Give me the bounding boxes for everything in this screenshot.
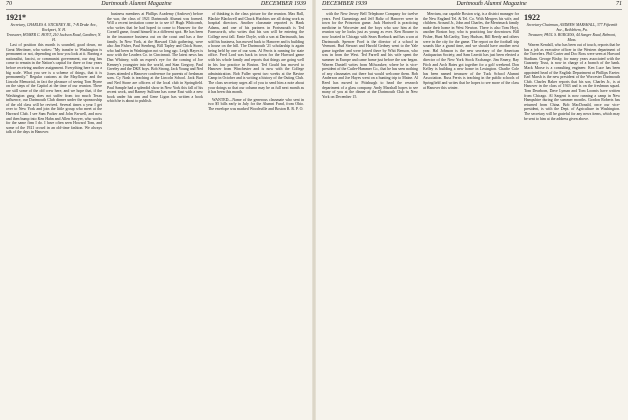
left-col-2: [107, 12, 203, 135]
wanted-notice: WANTED—Name of the generous classmate who sent in two $5 bills early in July for the Alumni Fund, from Ohio. The envelope was marked Woodsville and Boston R. R. P. O.: [208, 97, 304, 111]
left-page: [6, 0, 306, 420]
right-col-2: [423, 12, 519, 121]
class-notes-1922: Warren Kendall, who has been out of touch, reports that he has a job as executive officer in the Western department of the Travelers. Phil Carter and Doc Ross were seen at Harvard Stadium. George Bixby, for many years associated with the Guaranty Trust, is now in charge of a branch of the bank. Mack Morse is a consulting engineer. Ken Luce has been appointed head of the English Department at Phillips Exeter. Earl Marsh is the new president of the Worcester Dartmouth Club. Charles Baker reports that his son, Charles Jr., is at Hanover in the class of 1943 and is on the freshman squad. Tom Dearborn, Dave Lyman and Tom Loomis have written from Chicago. Al Sargent is now running a camp in New Hampshire during the summer months. Gordon Roberts has returned from China. Bob MacDonald, once our vice-president, is with the Dept. of Agriculture in Washington. The secretary will be grateful for any news items, which may be sent to him at the address given above.: [524, 43, 620, 121]
left-col-3: [208, 12, 304, 135]
left-running-head: [6, 0, 306, 10]
class-notes-1921-part2: business members at Phillips Academy (Andover) before the war, the class of 1921 Dartmouth Alumni was formed. Will a recent invitation come in to see it? Hugh Whitcomb, who writes that he had hoped to come to Hanover for the Cornell game, found himself in a different spot. He has been in the insurance business out on the coast and has a fine family. In New York, at the Harvard Club gathering, were also Jim Fisher, Paul Stenberg, Bill Tapley and Chick Stone, who had been in Washington not so long ago. Leigh Hayes is now with the Leaders Co. in Cincinnati. The latest news has Dan Whitney, with an expert's eye for the coming of Joe Kenney's youngster into the world, and Stan Gregory, Paul Greeley and the DKE boys. Bob Strong, Jack Young and Ned Jones attended a Hanover conference for parents of freshman sons. Cy Nash is teaching at the Lincoln School. Jack Burt and Ned Stone are officers of the local club in Springfield. Paul Sample had a splendid show in New York this fall of his recent work, and Barney Sullivan has come East with a new book under his arm and Gene Ligon has written a book which he is about to publish.: [107, 12, 203, 104]
class-notes-1921-part3: of thinking is the class picture for the reunion. Max Ball, Blackie Blackwell and Chuck Hutchins are all doing work as hospital directors. Another classmate reported is Hank Adams, and one of his partners in Portsmouth is Ted Farnsworth, who writes that his son will be entering the College next fall. Ernie Doyle, with a son at Dartmouth, has sold his business, has moved back to Hanover and is building a house on the hill. The Dartmouth '21 scholarship is again being held by one of our sons. Al Ferris is running for state office. Fred Lord was back in town for the Harvard game with his whole family and reports that things are going well in his law practice in Boston. Ted Gould has moved to Hanover from Winchester and is now with the College administration. Bob Fuller spent two weeks at the Ravine Camp in October and is writing a history of the Outing Club. The class secretary urges all of you to send him a note about your doings so that our column may be as full next month as it has been this month.: [208, 12, 304, 95]
left-magazine-title: Dartmouth Alumni Magazine: [101, 1, 172, 7]
right-page: [322, 0, 622, 420]
left-issue-date: DECEMBER 1939: [260, 1, 306, 7]
class-notes-1921-part1: Last of position this month is sounded, goad down, no Great Mertimer, who writes: "My transfer to Washington is permanent or not, depending on how you look at it. Barring a nationalist, fascist, or communist government, our ring has come to remain in the Nation's capital for three or four years before receiving another assignment. Everything here is on a big scale. What you see is a scheme of things, that it is permanently." Regular customs at the Mayflower and the Lincoln Memorial, in fact the pleasure of seeing Tom Byrne on the steps of the Capitol at the time of our reunion. There are still some of the old crew here, and we hope that, if the Washington gang does not suffer from too much Texas influence, our Dartmouth Club dinner under the sponsorship of the old class will be revived. Several times a year I get over to New York and join the little group who meet at the Harvard Club. I see Sam Packer and John Farwell, and now and then bump into Ken Hahn and Allen Sawyer, who works for the same firm I do. I have often seen Howard Tom, and some of the 1921 crowd in an old-time fashion. We always talk of the days in Hanover.: [6, 43, 102, 135]
left-page-number: 70: [6, 1, 12, 7]
right-issue-date: DECEMBER 1939: [322, 1, 368, 7]
left-col-1: [6, 12, 102, 135]
right-magazine-title: Dartmouth Alumni Magazine: [456, 1, 527, 7]
left-columns: [6, 12, 306, 135]
class-treasurer-1921: Treasurer, HOMER C. HOYT, 210 Jackson Road, Gardiner, N. H.: [6, 33, 102, 42]
right-col-3: [524, 12, 620, 121]
right-col-1: [322, 12, 418, 121]
class-notes-continued-2: Merriam, our capable Boston wig, is a district manager for the New England Tel. & Tel. Co. With Mergers his wife, and children. Around Jr., John and Charles, the Merrimack family make their home in West Newton. There is also Tom Hoyt, another Boston boy, who is practicing law downtown. Bill Fisher, Hunt McCarthy, Tony Hudson, Bill Reedy and others were in the city for the game. The report on the football trip sounds like a grand time, and we should have another next year. Hal Johnson is the new secretary of the American Antiquarian Society, and Sam Leavitt has just been elected a director of the New York Stock Exchange. Jim Emery, Ray Fitch and Arch Bates got together for a golf weekend. Don Kelley is building a new home in Lexington. Charlie Cole has been named treasurer of the Tuck School Alumni Association. Russ Ferris is teaching in the public schools of Springfield and writes that he hopes to see more of the class at Hanover this winter.: [423, 12, 519, 90]
class-heading-1922: 1922: [524, 13, 540, 22]
page-gutter: [312, 0, 316, 420]
right-page-number: 71: [616, 1, 622, 7]
right-columns: [322, 12, 622, 121]
class-secretary-1921: Secretary, CHARLES A. STICKNEY JR., 7-B Drake Ave., Rockport, N. H.: [10, 23, 98, 32]
class-secretary-1922: Secretary-Chairman, ANDREW MARSHALL, 377 Fifteenth Ave., Bethlehem, Pa.: [526, 23, 618, 32]
class-notes-continued: with the New Jersey Bell Telephone Company for twelve years. Fred Cummings and Jeff Baltz of Hanover were in town for the Princeton game. Jack Hartwell is practicing medicine in Worcester and the boys who saw him at the reunion say he looks just as young as ever. Ken Bourne is now located in Chicago with Sears Roebuck and has a son at Dartmouth. Spencer Ford is the director of a school in Vermont. Bud Stewart and Harold Gedney went to the Yale game together and were joined there by Whit Benson, who was in from the West. Ted Farrell and his wife spent the summer in Europe and came home just before the war began. Warren Daniell writes from Milwaukee, where he is vice-president of the Cutler-Hammer Co., that he has seen nothing of any classmates out there but would welcome them. Bob Anderson and Joe Hayes went on a hunting trip to Maine. Al Reed has moved to Pittsburgh to head the research department of a glass company. Andy Marshall hopes to see many of you at the dinner at the Dartmouth Club in New York on December 15.: [322, 12, 418, 99]
class-treasurer-1922: Treasurer, PAUL S. BURGESS, 44 Sanger Road, Belmont, Mass.: [528, 33, 616, 42]
right-running-head: [322, 0, 622, 10]
class-heading-1921: 1921*: [6, 13, 26, 22]
